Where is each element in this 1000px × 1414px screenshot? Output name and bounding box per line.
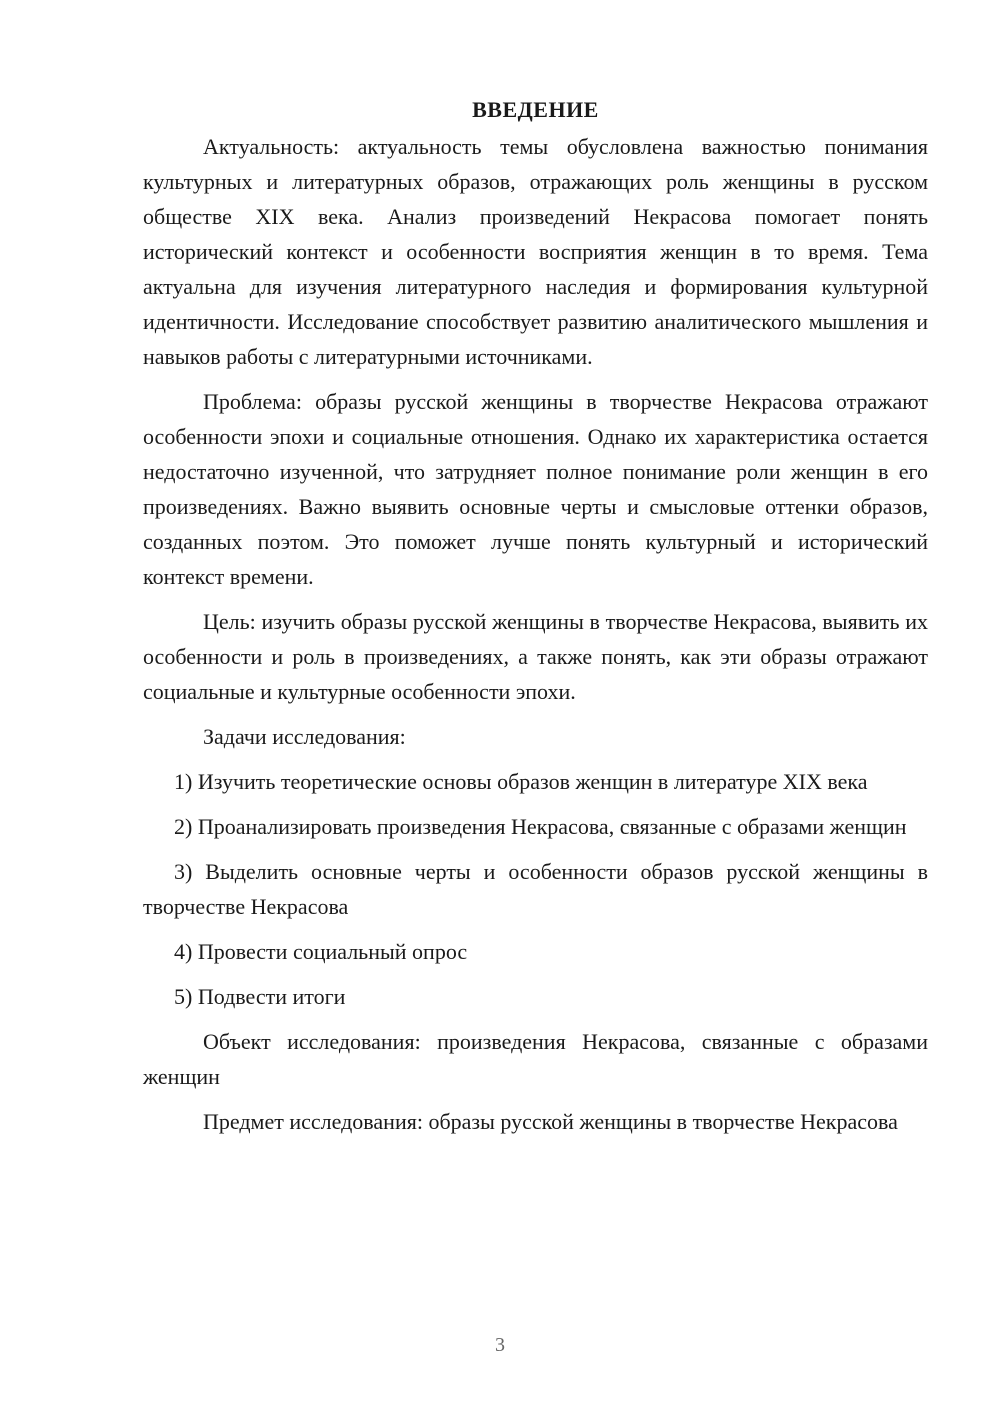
goal-paragraph: Цель: изучить образы русской женщины в творчестве Некрасова, выявить их особенности и роль в произведениях, а также понять, как эти образы отражают социальные и культурные особенности эпохи. <box>143 609 928 704</box>
document-page <box>143 95 928 1149</box>
task-item: 1) Изучить теоретические основы образов женщин в литературе XIX века <box>174 769 868 794</box>
tasks-heading: Задачи исследования: <box>203 724 406 749</box>
research-object-paragraph: Объект исследования: произведения Некрасова, связанные с образами женщин <box>143 1029 928 1089</box>
relevance-paragraph: Актуальность: актуальность темы обусловлена важностью понимания культурных и литературных образов, отражающих роль женщины в русском обществе XIX века. Анализ произведений Некрасова помогает понять исторический контекст и особенности восприятия женщин в то время. Тема актуальна для изучения литературного наследия и формирования культурной идентичности. Исследование способствует развитию аналитического мышления и навыков работы с литературными источниками. <box>143 134 928 369</box>
task-item: 3) Выделить основные черты и особенности образов русской женщины в творчестве Некрасова <box>143 859 928 919</box>
task-item: 2) Проанализировать произведения Некрасова, связанные с образами женщин <box>174 814 907 839</box>
page-number: 3 <box>495 1334 505 1356</box>
task-item: 5) Подвести итоги <box>174 984 346 1009</box>
research-subject-paragraph: Предмет исследования: образы русской женщины в творчестве Некрасова <box>203 1109 898 1134</box>
problem-paragraph: Проблема: образы русской женщины в творчестве Некрасова отражают особенности эпохи и социальные отношения. Однако их характеристика остается недостаточно изученной, что затрудняет полное понимание роли женщин в его произведениях. Важно выявить основные черты и смысловые оттенки образов, созданных поэтом. Это поможет лучше понять культурный и исторический контекст времени. <box>143 389 928 589</box>
section-title: ВВЕДЕНИЕ <box>472 97 599 122</box>
task-item: 4) Провести социальный опрос <box>174 939 468 964</box>
